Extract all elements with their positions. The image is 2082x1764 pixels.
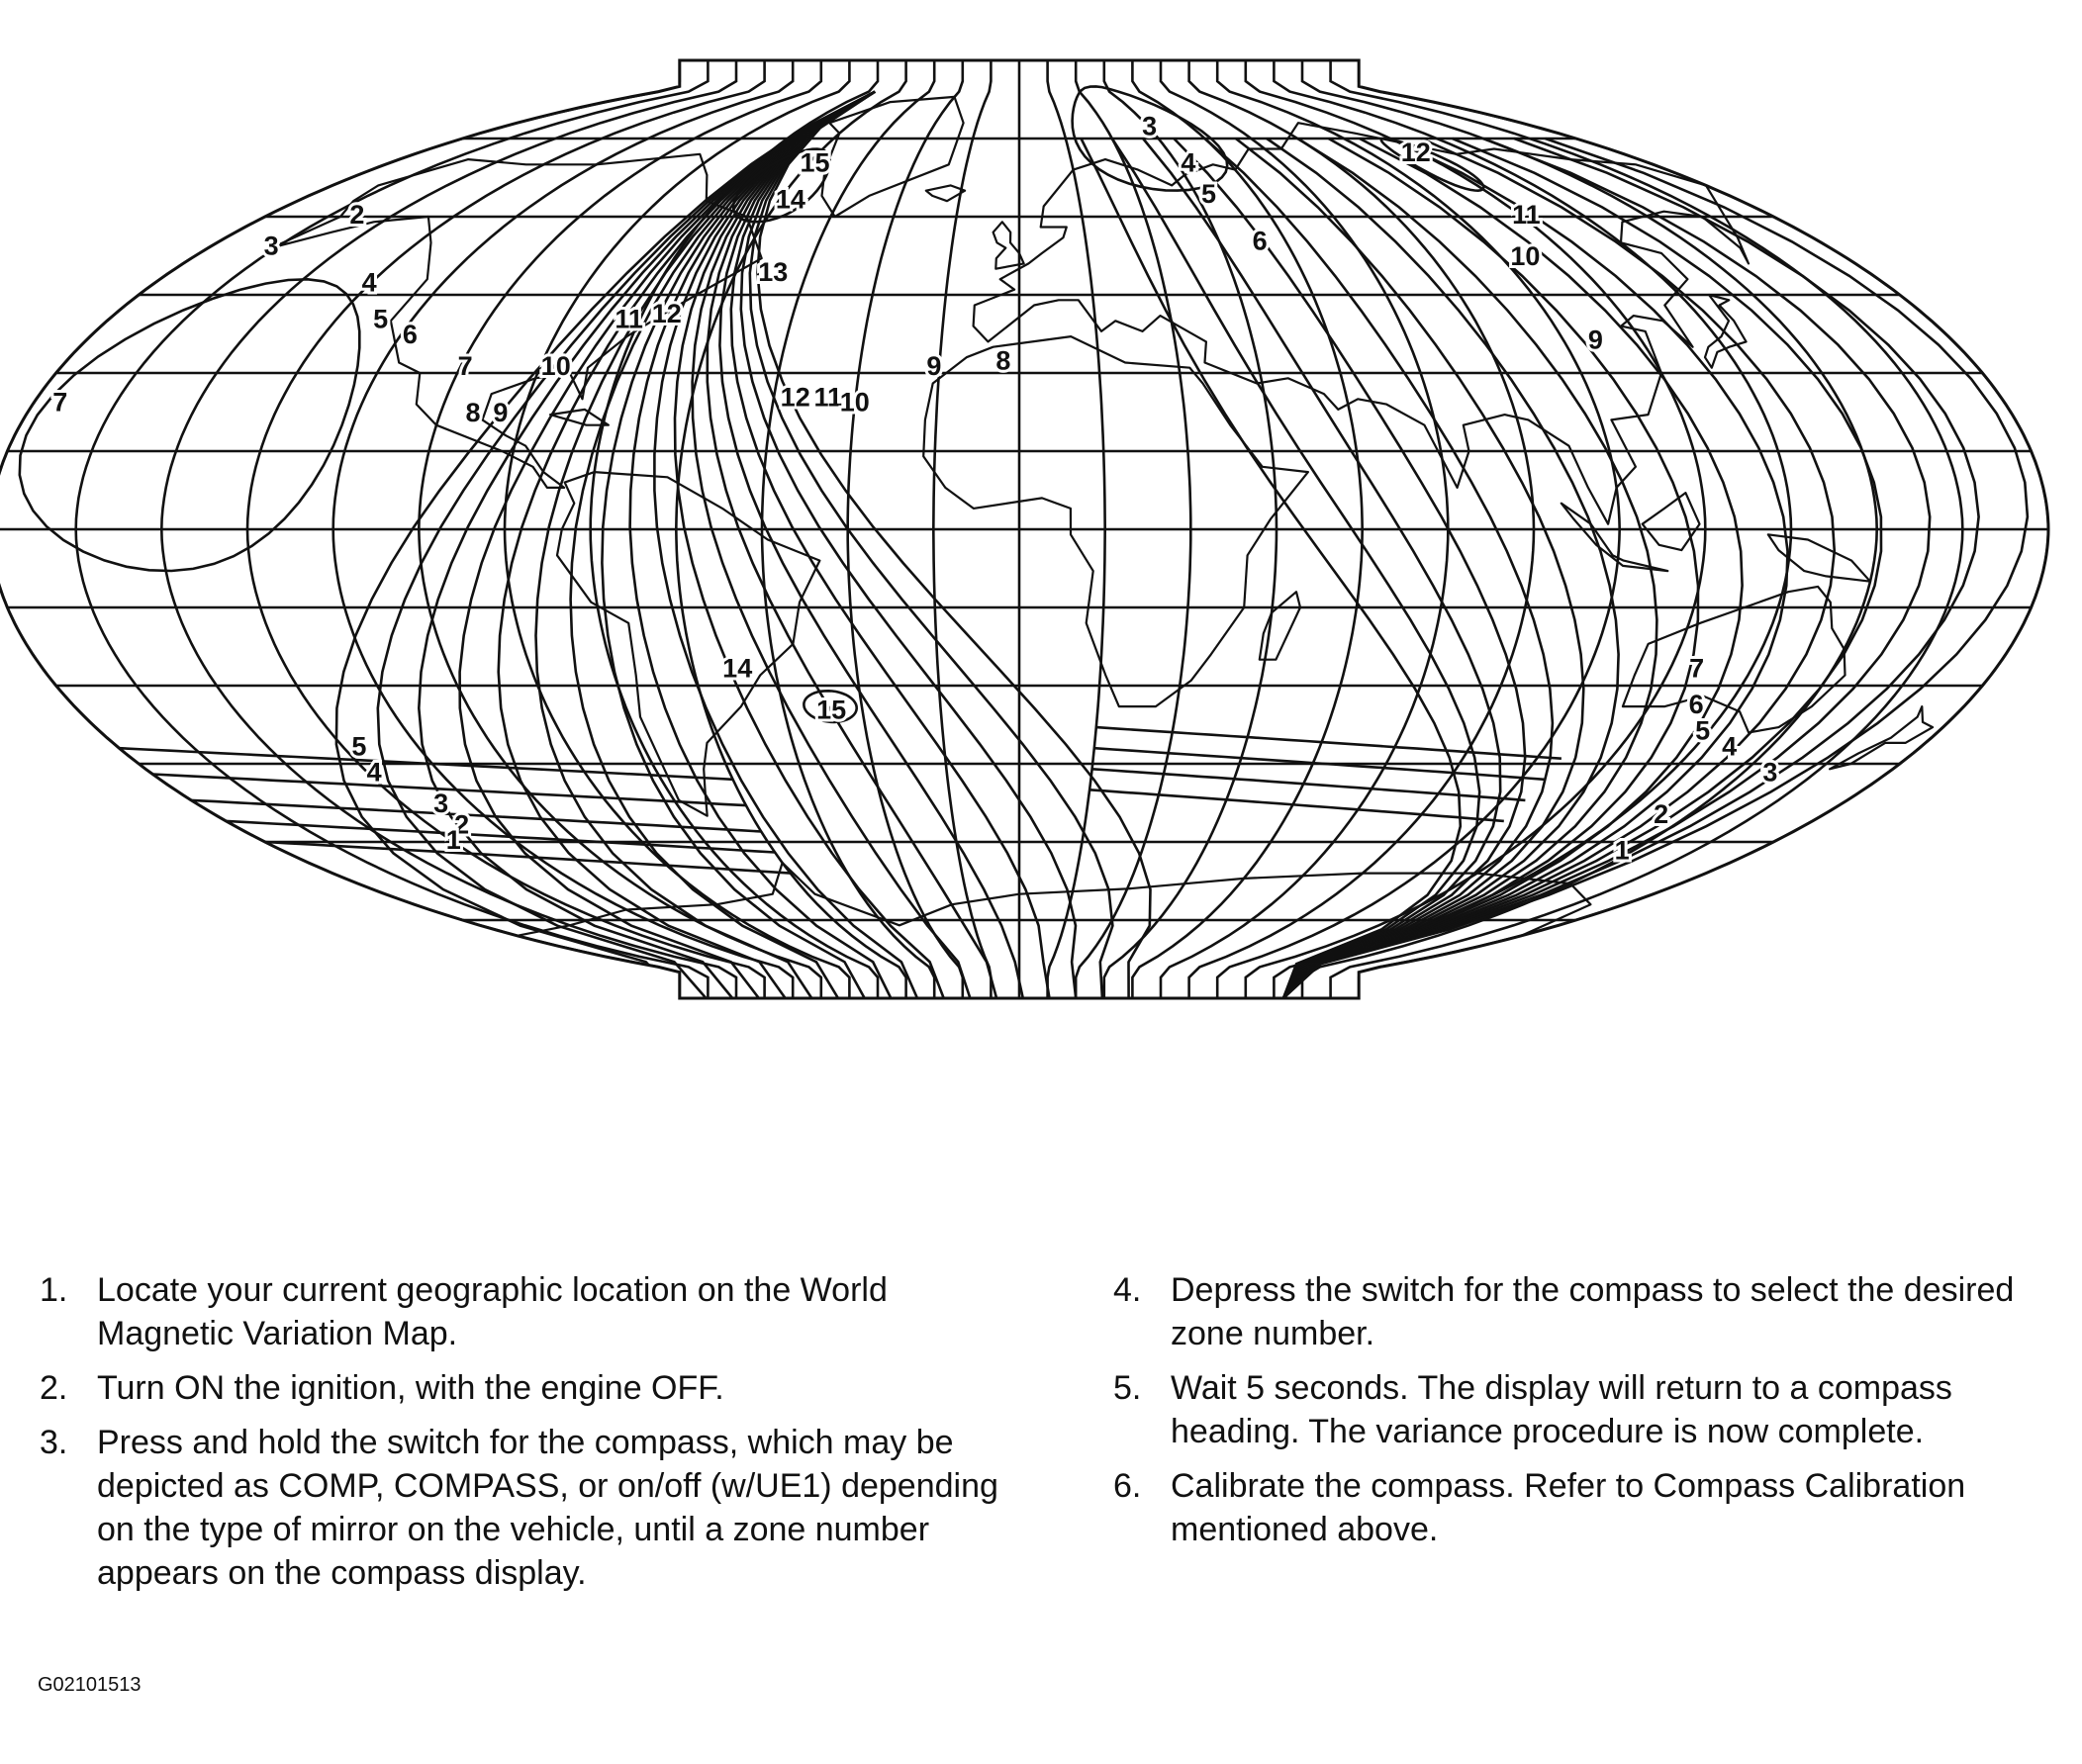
instruction-step: [40, 1366, 1029, 1410]
step-text: Depress the switch for the compass to select the desired zone number.: [1171, 1271, 2015, 1352]
instruction-step: [1113, 1366, 2063, 1453]
zone-label-z-1-nz: 1: [1614, 835, 1630, 866]
zone-label-z-6-asia: 6: [1252, 226, 1268, 256]
zone-label-z-1-spac: 1: [445, 825, 461, 856]
zone-label-z-8-afr: 8: [995, 345, 1011, 376]
landmass-new-zealand: [1830, 706, 1933, 769]
zone-label-z-2-spac: 2: [454, 809, 470, 840]
instruction-step: [40, 1421, 1029, 1595]
isogonic-north-fan: [741, 92, 1076, 998]
step-text: Locate your current geographic location on the World Magnetic Variation Map.: [97, 1271, 888, 1352]
zone-label-z-4-rus: 4: [1181, 147, 1196, 178]
instruction-step: [1113, 1268, 2063, 1355]
zone-label-z-10-na: 10: [540, 350, 571, 381]
zone-label-z-7-na: 7: [457, 350, 473, 381]
zone-label-z-5-aus: 5: [1695, 715, 1711, 746]
step-number: 2.: [40, 1369, 68, 1407]
step-number: 5.: [1113, 1369, 1142, 1407]
step-number: 6.: [1113, 1467, 1142, 1505]
zone-label-z-5-spac: 5: [351, 731, 367, 762]
zone-label-z-2-nz: 2: [1654, 798, 1669, 829]
step-number: 3.: [40, 1424, 68, 1461]
zone-label-z-15-grl: 15: [800, 147, 830, 178]
step-text: Wait 5 seconds. The display will return to a compass heading. The variance procedure is now complete.: [1171, 1369, 1952, 1450]
zone-label-z-10-asia: 10: [1510, 241, 1541, 272]
isogonic-south-band: [265, 842, 791, 874]
zone-label-z-7-aus: 7: [1689, 653, 1705, 684]
instructions-right-column: [1113, 1268, 2063, 1562]
zone-label-z-11-atl: 11: [615, 304, 643, 334]
zone-label-z-11-atl-s: 11: [813, 382, 843, 413]
zone-label-z-11-asia: 11: [1512, 200, 1541, 231]
zone-label-z-4-na: 4: [361, 267, 377, 298]
zone-label-z-14-satl: 14: [722, 653, 753, 684]
zone-label-z-3-rus: 3: [1142, 111, 1158, 141]
zone-label-z-3-spac: 3: [433, 789, 449, 819]
zone-label-z-8-na: 8: [465, 398, 481, 428]
zone-label-z-4-nz: 4: [1722, 731, 1738, 762]
isogonic-north-fan: [719, 92, 1022, 998]
isogonic-south-fan: [1283, 139, 1979, 998]
zone-label-z-10-atl-s: 10: [839, 387, 870, 418]
instructions-left-column: [40, 1268, 1029, 1606]
zone-label-z-12-atl-s: 12: [780, 382, 810, 413]
zone-label-z-15-satl: 15: [816, 695, 847, 725]
landmass-cuba: [550, 410, 609, 425]
isogonic-south-fan: [1174, 139, 1525, 998]
step-text: Calibrate the compass. Refer to Compass Calibration mentioned above.: [1171, 1467, 1966, 1548]
zone-label-z-4-spac: 4: [366, 757, 382, 788]
zone-label-z-3-nw: 3: [263, 231, 279, 261]
step-number: 4.: [1113, 1271, 1142, 1309]
zone-label-z-5-rus: 5: [1200, 179, 1217, 210]
zone-label-z-9-na: 9: [493, 398, 509, 428]
figure-id: G02101513: [38, 1674, 142, 1696]
step-number: 1.: [40, 1271, 68, 1309]
zone-label-z-14-grl: 14: [775, 184, 805, 215]
isogonic-north-fan: [602, 92, 875, 998]
zone-label-z-7-pac: 7: [52, 387, 68, 418]
zone-label-z-5-na: 5: [373, 304, 389, 334]
step-text: Press and hold the switch for the compass, which may be depicted as COMP, COMPASS, or on/off (w/UE1) depending on the type of mirror on the vehicle, until a zone number appears on the compass display.: [97, 1424, 998, 1592]
landmass-new-guinea: [1768, 534, 1870, 581]
zone-label-z-12-asia: 12: [1400, 137, 1431, 167]
step-text: Turn ON the ignition, with the engine OFF.: [97, 1369, 724, 1407]
zone-label-z-6-na: 6: [402, 320, 418, 350]
zone-label-z-12-atl: 12: [651, 299, 682, 329]
isogonic-south-fan: [1082, 139, 1461, 998]
instruction-step: [40, 1268, 1029, 1355]
zone-label-z-13-atl: 13: [758, 257, 789, 288]
zone-label-z-3-nz: 3: [1762, 757, 1778, 788]
zone-label-z-9-afr: 9: [926, 350, 942, 381]
instruction-step: [1113, 1464, 2063, 1551]
zone-label-z-6-aus: 6: [1688, 690, 1704, 720]
isogonic-south-band: [191, 800, 761, 832]
zone-label-z-9-asia: 9: [1587, 325, 1603, 355]
isogonic-lines: [20, 86, 2028, 998]
isogonic-loop: [20, 279, 360, 571]
zone-label-z-2-nw: 2: [349, 200, 365, 231]
